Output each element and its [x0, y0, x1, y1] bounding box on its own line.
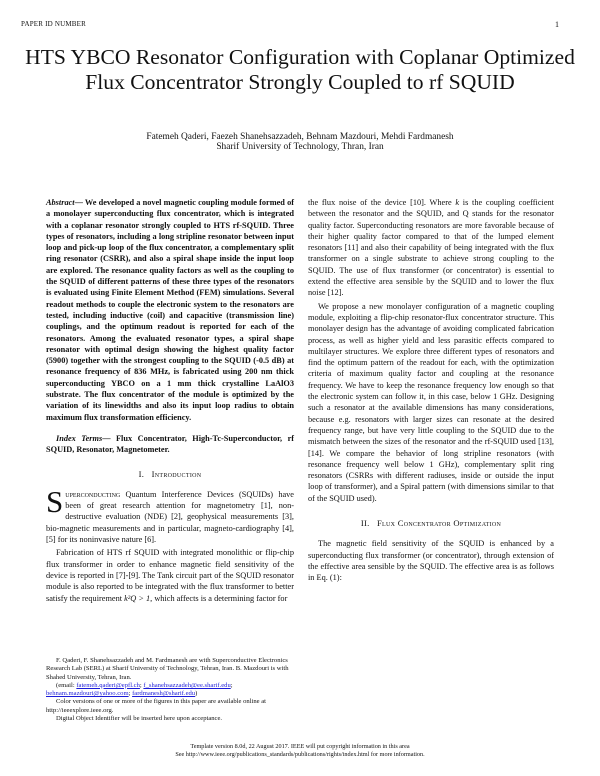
section-heading-flux-concentrator	[308, 518, 554, 529]
coupling-condition-math: k²Q > 1	[124, 593, 151, 603]
email-link-qaderi[interactable]: fatemeh.qaderi@epfl.ch	[76, 681, 140, 689]
template-note-line-1: Template version 8.0d, 22 August 2017. IEEE will put copyright information in this area	[190, 743, 410, 750]
coupling-symbol-k: k	[455, 198, 460, 207]
email-link-mazdouri[interactable]: behnam.mazdouri@yahoo.com	[46, 690, 129, 698]
intro-text-2a: Fabrication of HTS rf SQUID with integrated monolithic or flip-chip flux transformer in order to enhance magnetic field sensitivity of the device is reported in [7]-[9]. The Tank circuit part of the SQUID resonator module is also reported to be integrated with the flux transformer to better satisfy the requirement	[46, 548, 294, 603]
footnote-emails: (email: fatemeh.qaderi@epfl.ch; f_shanehsazzadeh@ee.sharif.edu; behnam.mazdouri@yahoo.com; fardmanesh@sharif.edu)	[46, 681, 233, 698]
section2-number: II.	[360, 518, 370, 529]
abstract-text: — We developed a novel magnetic coupling module formed of a monolayer superconducting flux concentrator, which is integrated with a coplanar resonator strongly coupled to HTS rf-SQUID. Three types of resonators, including a long stripline resonator between input loop and pick-up loop of the flux concentrator, a complementary split ring resonator (CSRR), and also a spiral shape inside the input loop are explored. The resonance quality factors as well as the coupling to the SQUID of different patterns of these three types of the resonators is evaluated using Finite Element Method (FEM) simulations. Several readout methods to couple the electronic system to the resonators are tested, including inductive (coil) and capacitive (transmission line) couplings, and the optimum readout is reported for each of the resonators. Among the evaluated resonator types, a spiral shape resonator with optimal design showing the highest quality factor (5900) together with the strongest coupling to the SQUID (-0.5 dB) at resonance frequency of 836 MHz, is fabricated using 200 nm thick superconducting YBCO on a 1 mm thick crystalline LaAlO3 substrate. The flux concentrator of the module is optimized by the variation of its linewidths and also its input loop radius to obtain maximum flux transformation efficiency.	[46, 198, 294, 422]
email-label: (email:	[56, 681, 75, 689]
intro-first-word: uperconducting	[65, 489, 121, 499]
paper-title: HTS YBCO Resonator Configuration with Coplanar Optimized Flux Concentrator Strongly Coupled to rf SQUID	[25, 45, 575, 94]
section-title: Introduction	[151, 468, 202, 479]
index-terms	[46, 433, 294, 456]
abstract-label: Abstract	[46, 198, 75, 207]
footnote-affiliations: F. Qaderi, F. Shanehsazzadeh and M. Fardmanesh are with Superconductive Electronics Research Lab (SERL) at Sharif University of Technology, Tehran, Iran. B. Mazdouri is with Shahed University, Tehran, Iran.	[46, 657, 289, 681]
template-note-line-2: See http://www.ieee.org/publications_standards/publications/rights/index.html for more information.	[175, 751, 425, 758]
email-close: )	[195, 690, 198, 698]
right-text-1a: the flux noise of the device [10]. Where	[308, 198, 456, 207]
right-column	[308, 197, 554, 584]
section-number: I.	[138, 468, 145, 479]
intro-text-1: Quantum Interference Devices (SQUIDs) have been of great research attention for magnetometry [1], non-destructive evaluation (NDE) [2], geophysical measurements [3], bio-magnetic measurements and in particular, magneto-cardiography [4], [5] for its noninvasive nature [6].	[46, 489, 294, 545]
intro-text-2b: , which affects is a determining factor for	[150, 593, 288, 603]
index-terms-label: Index Terms	[56, 433, 103, 443]
author-footnote	[46, 657, 294, 723]
right-paragraph-3: The magnetic field sensitivity of the SQUID is enhanced by a superconducting flux transformer (or concentrator), through extension of the effective area sensible by the SQUID. The effective area is as follows in Eq. (1):	[308, 539, 554, 583]
email-link-fardmanesh[interactable]: fardmanesh@sharif.edu	[132, 690, 196, 698]
template-note	[0, 743, 600, 759]
section-heading-introduction	[46, 469, 294, 480]
affiliation: Sharif University of Technology, Thran, Iran	[216, 142, 384, 152]
section2-title: Flux Concentrator Optimization	[376, 518, 502, 529]
email-link-shanehsazzadeh[interactable]: f_shanehsazzadeh@ee.sharif.edu	[143, 681, 231, 689]
right-paragraph-2: We propose a new monolayer configuration of a magnetic coupling module, exploiting a flip-chip resonator-flux concentrator structure. This monolayer design has the advantage of avoiding complicated fabrication process, as well as higher yield and less parasitic effects compared to multilayer structures. We explore three different types of resonators and find the optimum pattern of the readout for each, with the optimization criteria of maximum quality factor and coupling at the resonance frequency. We have to keep the resonance frequency low enough so that the electronic system can follow it, in this case, below 1 GHz. Designing such a resonator at the available dimensions has many considerations, because e.g. resonators with larger sizes can resonate at the desired frequency range, but have very little coupling to the SQUID due to the mismatch between the sizes of the resonator and the rf-SQUID used [13], [14]. We compare the behavior of long stripline resonators (with resonance frequency well below 1 GHz), complementary split ring resonators (CSRRs with different radiuses, inside or outside the input loop of transformer), and a Spiral pattern (with dimensions similar to that of the SQUID used).	[308, 301, 554, 503]
intro-paragraph-1	[46, 483, 294, 545]
abstract	[46, 197, 294, 423]
right-text-1b: is the coupling coefficient between the resonator and the SQUID, and Q stands for the resonator quality factor. Superconducting resonators are more favorable because of their higher quality factor compared to that of the lumped element resonators [11] and also their capability of being integrated with the flux transformer on a single substrate to achieve strong coupling to the SQUID. The use of flux transformer (or concentrator) is essential to extend the effective area sensible by the SQUID and to lower the flux noise [12].	[308, 198, 554, 298]
paper-id: PAPER ID NUMBER	[21, 20, 86, 28]
footnote-doi: Digital Object Identifier will be inserted here upon acceptance.	[56, 715, 223, 723]
drop-cap: S	[46, 483, 64, 519]
footnote-color-versions: Color versions of one or more of the figures in this paper are available online at http://ieeexplore.ieee.org.	[46, 698, 267, 714]
author-list: Fatemeh Qaderi, Faezeh Shanehsazzadeh, Behnam Mazdouri, Mehdi Fardmanesh	[146, 132, 454, 142]
intro-paragraph-2	[46, 547, 294, 603]
index-terms-text: — Flux Concentrator, High-Tc-Superconductor, rf SQUID, Resonator, Magnetometer.	[46, 433, 295, 455]
right-paragraph-1	[308, 197, 554, 299]
page-number: 1	[555, 20, 559, 29]
left-column	[46, 197, 294, 604]
